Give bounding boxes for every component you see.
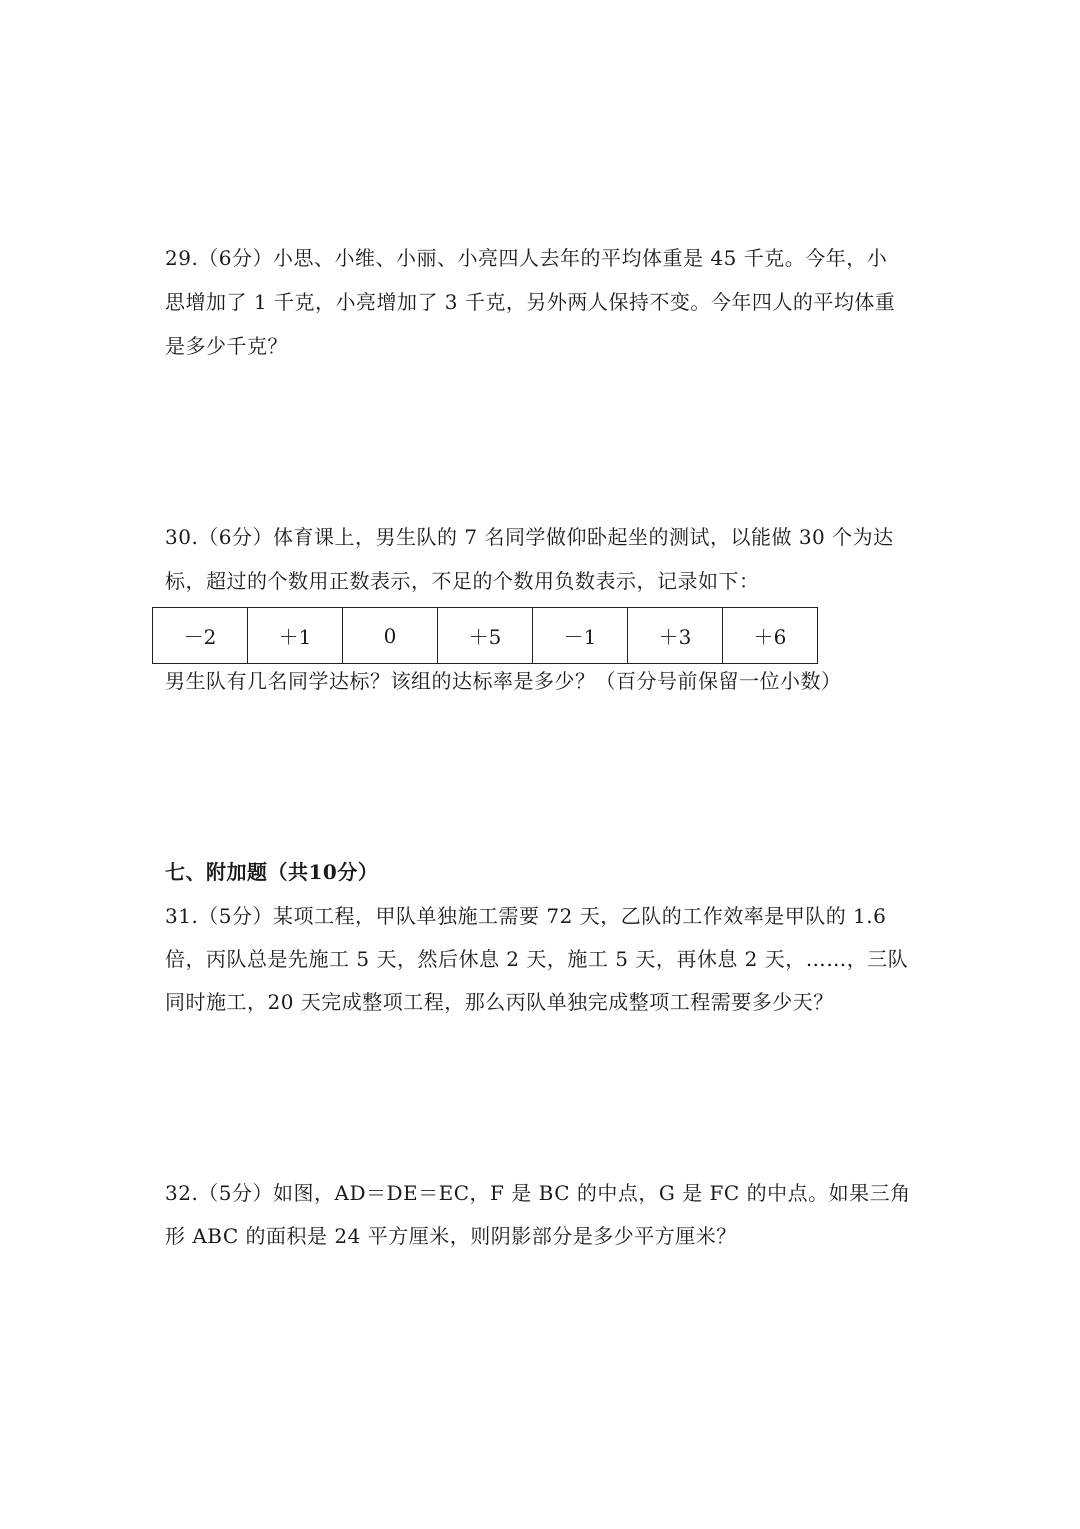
q30-line-2: 标，超过的个数用正数表示，不足的个数用负数表示，记录如下： (165, 569, 760, 593)
q29-line-1: 29.（6分）小思、小维、小丽、小亮四人去年的平均体重是 45 千克。今年，小 (165, 246, 888, 270)
q30-line-3: 男生队有几名同学达标？该组的达标率是多少？（百分号前保留一位小数） (165, 669, 842, 693)
record-cell: ＋3 (628, 608, 723, 664)
q31-line-3: 同时施工，20 天完成整项工程，那么丙队单独完成整项工程需要多少天？ (165, 990, 834, 1014)
record-cell: －2 (153, 608, 248, 664)
section-7-title (165, 860, 378, 884)
record-row (153, 608, 818, 664)
q32-line-2: 形 ABC 的面积是 24 平方厘米，则阴影部分是多少平方厘米？ (165, 1224, 737, 1248)
record-cell: 0 (343, 608, 438, 664)
q29-line-2: 思增加了 1 千克，小亮增加了 3 千克，另外两人保持不变。今年四人的平均体重 (165, 290, 896, 314)
section-7-points: 10 (308, 860, 338, 884)
q30-line-1: 30.（6分）体育课上，男生队的 7 名同学做仰卧起坐的测试，以能做 30 个为达 (165, 525, 894, 549)
record-cell: ＋1 (248, 608, 343, 664)
q31-line-2: 倍，丙队总是先施工 5 天，然后休息 2 天，施工 5 天，再休息 2 天，……，三队 (165, 947, 909, 971)
record-cell: ＋5 (438, 608, 533, 664)
record-table (152, 607, 818, 664)
q32-line-1: 32.（5分）如图，AD＝DE＝EC，F 是 BC 的中点，G 是 FC 的中点。如果三角 (165, 1181, 911, 1205)
record-cell: ＋6 (723, 608, 818, 664)
record-cell: －1 (533, 608, 628, 664)
section-7-title-text: 七、附加题（共 (165, 860, 309, 884)
q29-line-3: 是多少千克？ (165, 334, 288, 358)
q31-line-1: 31.（5分）某项工程，甲队单独施工需要 72 天，乙队的工作效率是甲队的 1.6 (165, 904, 887, 928)
section-7-title-suffix: 分） (337, 860, 379, 884)
